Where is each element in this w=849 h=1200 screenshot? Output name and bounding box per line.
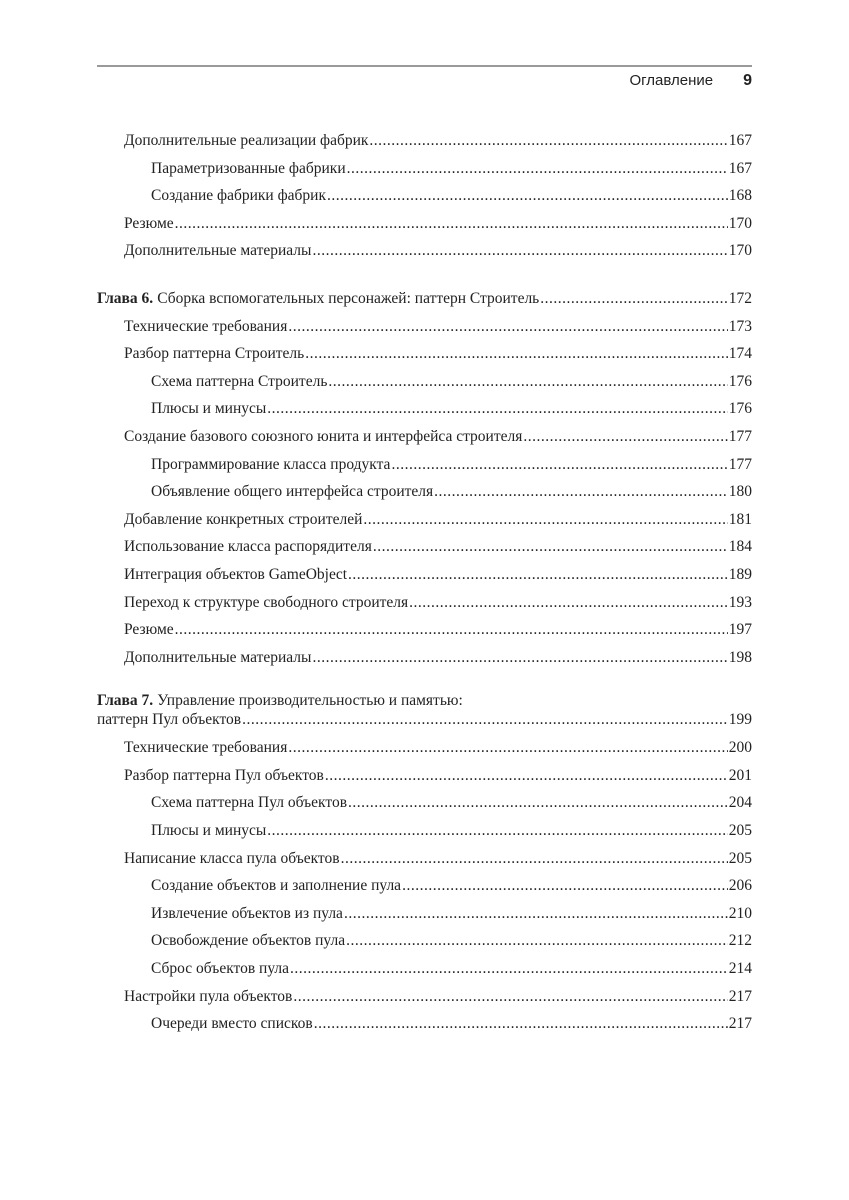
toc-entry[interactable]: [97, 340, 752, 368]
table-of-contents: [97, 127, 752, 1058]
entry-title: Дополнительные материалы: [124, 648, 312, 666]
toc-entry-chapter[interactable]: [97, 285, 752, 313]
toc-entry[interactable]: [97, 589, 752, 617]
page-ref: 198: [728, 648, 752, 666]
page-ref: 176: [728, 372, 752, 390]
toc-entry[interactable]: [97, 237, 752, 265]
toc-entry[interactable]: [97, 127, 752, 155]
leader-dots: [312, 644, 727, 672]
toc-entry[interactable]: [97, 395, 752, 423]
toc-entry[interactable]: [97, 900, 752, 928]
toc-entry[interactable]: [97, 955, 752, 983]
toc-entry[interactable]: [97, 182, 752, 210]
running-header: [629, 72, 752, 90]
page-ref: 177: [728, 427, 752, 445]
entry-title: Создание фабрики фабрик: [151, 187, 326, 205]
leader-dots: [341, 845, 728, 873]
leader-dots: [312, 237, 727, 265]
leader-dots: [373, 533, 728, 561]
toc-entry[interactable]: [97, 368, 752, 396]
toc-entry[interactable]: [97, 533, 752, 561]
leader-dots: [267, 817, 727, 845]
entry-title: Переход к структуре свободного строителя: [124, 593, 409, 611]
entry-title: Технические требования: [124, 317, 288, 335]
entry-title: Резюме: [124, 621, 174, 639]
chapter-heading-line: [97, 691, 752, 710]
entry-title: Создание объектов и заполнение пула: [151, 877, 402, 895]
leader-dots: [402, 872, 728, 900]
page-ref: 184: [728, 538, 752, 556]
chapter-label: Глава 6.: [97, 289, 154, 307]
leader-dots: [327, 182, 728, 210]
page-ref: 177: [728, 455, 752, 473]
toc-entry[interactable]: [97, 845, 752, 873]
entry-title: Освобождение объектов пула: [151, 932, 346, 950]
leader-dots: [348, 789, 728, 817]
page-ref: 170: [728, 242, 752, 260]
leader-dots: [293, 983, 727, 1011]
page-ref: 167: [728, 159, 752, 177]
page-ref: 172: [728, 289, 752, 307]
toc-entry[interactable]: [97, 872, 752, 900]
entry-title: Написание класса пула объектов: [124, 849, 340, 867]
entry-title: Дополнительные материалы: [124, 242, 312, 260]
leader-dots: [348, 561, 728, 589]
toc-entry[interactable]: [97, 789, 752, 817]
entry-title: Очереди вместо списков: [151, 1015, 313, 1033]
toc-entry[interactable]: [97, 478, 752, 506]
toc-entry[interactable]: [97, 983, 752, 1011]
page-ref: 206: [728, 877, 752, 895]
page-ref: 167: [728, 132, 752, 149]
entry-title: Схема паттерна Пул объектов: [151, 794, 348, 812]
entry-title: Интеграция объектов GameObject: [124, 565, 348, 583]
leader-dots: [344, 900, 728, 928]
entry-title: Плюсы и минусы: [151, 400, 267, 418]
toc-entry[interactable]: [97, 423, 752, 451]
toc-entry[interactable]: [97, 451, 752, 479]
page-ref: 210: [728, 904, 752, 922]
leader-dots: [523, 423, 727, 451]
page-ref: 189: [728, 565, 752, 583]
page-ref: 204: [728, 794, 752, 812]
entry-title: Схема паттерна Строитель: [151, 372, 328, 390]
entry-title: Дополнительные реализации фабрик: [124, 132, 369, 149]
toc-entry[interactable]: [97, 616, 752, 644]
entry-title: Настройки пула объектов: [124, 987, 293, 1005]
leader-dots: [175, 210, 728, 238]
leader-dots: [409, 589, 728, 617]
page-ref: 197: [728, 621, 752, 639]
toc-entry[interactable]: [97, 817, 752, 845]
toc-entry[interactable]: [97, 734, 752, 762]
toc-entry[interactable]: [97, 644, 752, 672]
leader-dots: [434, 478, 728, 506]
leader-dots: [346, 927, 728, 955]
entry-title: Параметризованные фабрики: [151, 159, 346, 177]
toc-entry[interactable]: [97, 927, 752, 955]
page-number: 9: [743, 72, 752, 89]
chapter-label: Глава 7.: [97, 692, 154, 710]
header-rule: [97, 65, 752, 67]
leader-dots: [325, 762, 728, 790]
toc-group: [97, 285, 752, 671]
leader-dots: [328, 368, 727, 396]
toc-entry[interactable]: [97, 1010, 752, 1038]
leader-dots: [540, 285, 727, 313]
toc-group: [97, 127, 752, 265]
page-ref: 205: [728, 849, 752, 867]
toc-entry[interactable]: [97, 762, 752, 790]
page-ref: 217: [728, 987, 752, 1005]
leader-dots: [363, 506, 727, 534]
entry-title: Добавление конкретных строителей: [124, 510, 363, 528]
page-ref: 205: [728, 822, 752, 840]
leader-dots: [369, 127, 727, 155]
page-ref: 173: [728, 317, 752, 335]
leader-dots: [242, 710, 728, 730]
page-ref: 212: [728, 932, 752, 950]
leader-dots: [288, 313, 727, 341]
leader-dots: [175, 616, 728, 644]
page-ref: 176: [728, 400, 752, 418]
leader-dots: [347, 155, 728, 183]
page-ref: 193: [728, 593, 752, 611]
entry-title: Плюсы и минусы: [151, 822, 267, 840]
page-ref: 181: [728, 510, 752, 528]
leader-dots: [288, 734, 727, 762]
page-ref: 200: [728, 739, 752, 757]
entry-title: Объявление общего интерфейса строителя: [151, 483, 434, 501]
toc-entry[interactable]: [97, 561, 752, 589]
leader-dots: [314, 1010, 728, 1038]
leader-dots: [267, 395, 727, 423]
entry-title: Сброс объектов пула: [151, 960, 290, 978]
page-ref: 168: [728, 187, 752, 205]
leader-dots: [290, 955, 728, 983]
toc-entry[interactable]: [97, 313, 752, 341]
toc-entry[interactable]: [97, 155, 752, 183]
chapter-title: Сборка вспомогательных персонажей: паттерн Строитель: [157, 289, 540, 307]
entry-title: Создание базового союзного юнита и интерфейса строителя: [124, 427, 523, 445]
chapter-title: паттерн Пул объектов: [97, 711, 242, 729]
toc-group: [97, 691, 752, 1038]
page-ref: 201: [728, 766, 752, 784]
section-title: Оглавление: [629, 72, 714, 89]
toc-entry[interactable]: [97, 210, 752, 238]
page-ref: 199: [728, 711, 752, 729]
entry-title: Разбор паттерна Пул объектов: [124, 766, 324, 784]
entry-title: Разбор паттерна Строитель: [124, 345, 305, 363]
entry-title: Использование класса распорядителя: [124, 538, 372, 556]
page-ref: 174: [728, 345, 752, 363]
page-ref: 180: [728, 483, 752, 501]
toc-entry-chapter[interactable]: [97, 710, 752, 730]
page-ref: 214: [728, 960, 752, 978]
entry-title: Технические требования: [124, 739, 288, 757]
leader-dots: [305, 340, 728, 368]
page-ref: 170: [728, 214, 752, 232]
page-ref: 217: [728, 1015, 752, 1033]
entry-title: Извлечение объектов из пула: [151, 904, 343, 922]
leader-dots: [391, 451, 727, 479]
entry-title: Резюме: [124, 214, 174, 232]
chapter-title-line1: Управление производительностью и памятью:: [157, 692, 463, 710]
toc-entry[interactable]: [97, 506, 752, 534]
entry-title: Программирование класса продукта: [151, 455, 391, 473]
